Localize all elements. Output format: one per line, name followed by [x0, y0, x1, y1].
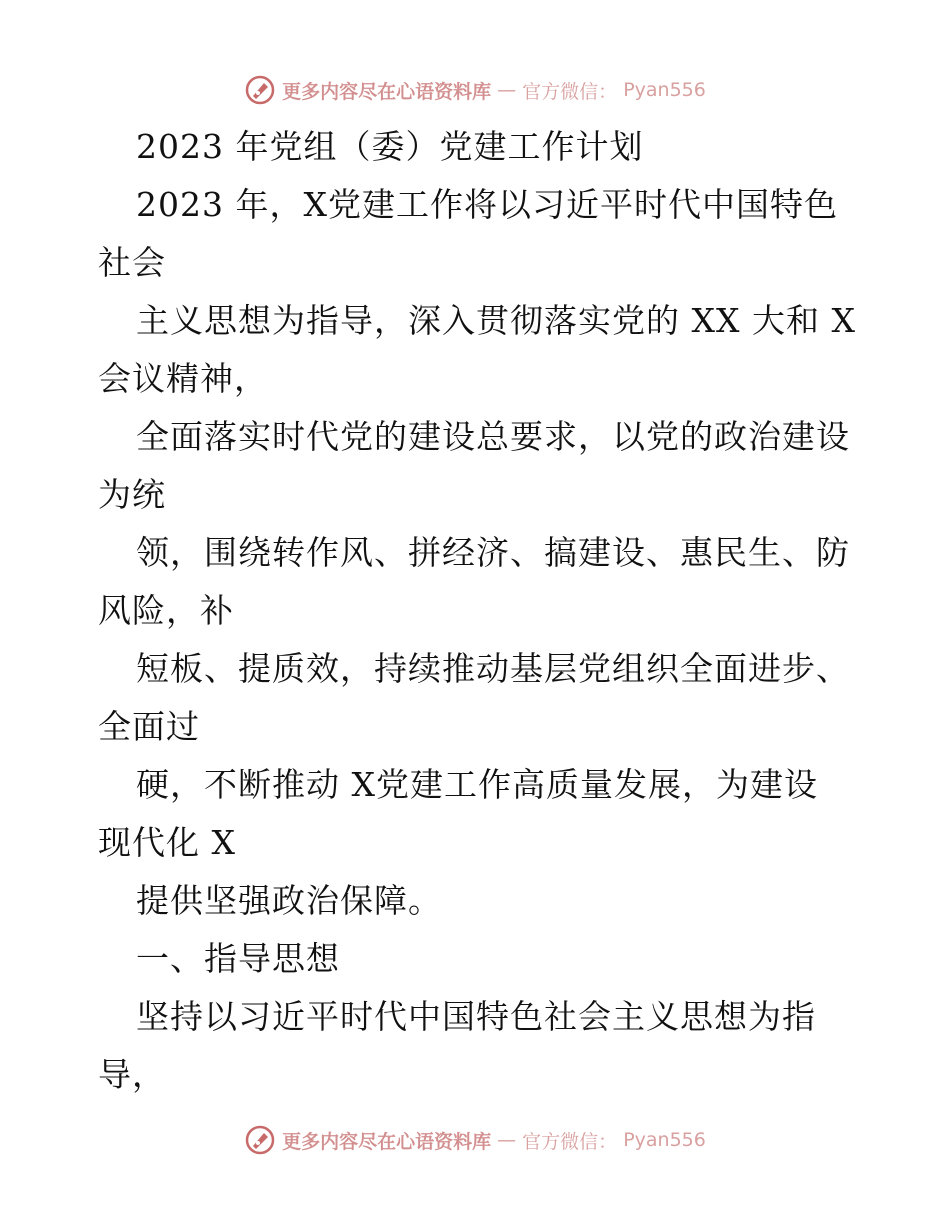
- paragraph-line: 现代化 X: [98, 823, 236, 862]
- paragraph-line: 坚持以习近平时代中国特色社会主义思想为指: [136, 997, 816, 1036]
- pen-nib-logo-icon: [244, 74, 276, 106]
- paragraph-line: 主义思想为指导，深入贯彻落实党的 XX 大和 X: [136, 301, 856, 340]
- watermark-text: 更多内容尽在心语资料库: [282, 1130, 492, 1153]
- watermark-text: 更多内容尽在心语资料库: [282, 80, 492, 103]
- paragraph-line: 硬，不断推动 X党建工作高质量发展，为建设: [136, 765, 818, 804]
- paragraph-line: 提供坚强政治保障。: [136, 881, 442, 920]
- paragraph-line: 领，围绕转作风、拼经济、搞建设、惠民生、防: [136, 533, 850, 572]
- watermark-wechat-id: Pyan556: [623, 79, 706, 101]
- paragraph-line: 风险，补: [98, 591, 234, 630]
- watermark-wechat-id: Pyan556: [623, 1129, 706, 1151]
- paragraph-line: 导，: [98, 1055, 166, 1094]
- watermark-dash: —: [497, 1129, 517, 1151]
- watermark-wechat-label: 官方微信：: [522, 1130, 618, 1153]
- section-heading: 一、指导思想: [136, 939, 340, 978]
- watermark-dash: —: [497, 79, 517, 101]
- paragraph-line: 短板、提质效，持续推动基层党组织全面进步、: [136, 649, 850, 688]
- watermark-wechat-label: 官方微信：: [522, 80, 618, 103]
- header-watermark: [0, 70, 950, 110]
- paragraph-line: 会议精神，: [98, 359, 268, 398]
- paragraph-line: 社会: [98, 243, 166, 282]
- paragraph-line: 全面落实时代党的建设总要求，以党的政治建设: [136, 417, 850, 456]
- paragraph-line: 为统: [98, 475, 166, 514]
- paragraph-line: 2023 年，X党建工作将以习近平时代中国特色: [136, 185, 838, 224]
- paragraph-line: 全面过: [98, 707, 200, 746]
- document-title: 2023 年党组（委）党建工作计划: [136, 127, 644, 166]
- pen-nib-logo-icon: [244, 1124, 276, 1156]
- footer-watermark: [0, 1120, 950, 1160]
